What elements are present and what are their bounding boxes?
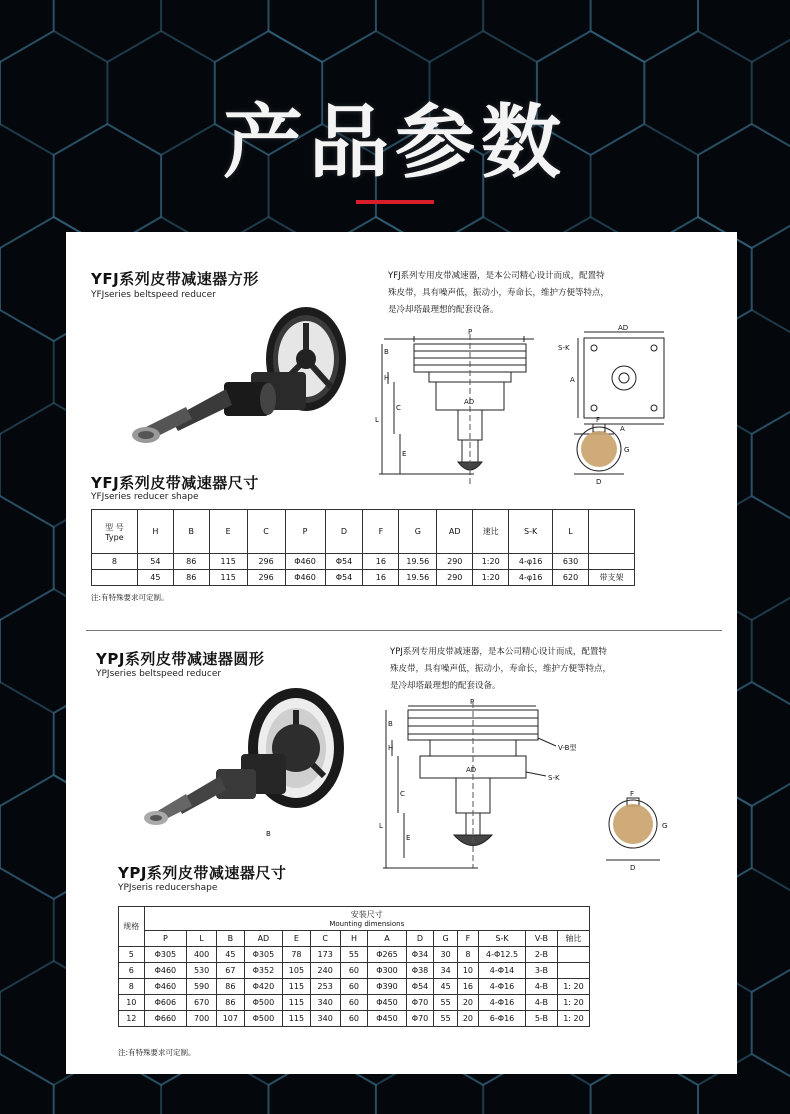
square-spec-table xyxy=(91,509,635,586)
table-header-cell: G xyxy=(399,510,437,554)
round-table-subtitle: YPJseris reducershape xyxy=(118,883,218,893)
square-subtitle: YFJseries beltspeed reducer xyxy=(91,290,216,300)
table-header-cell: V-B xyxy=(525,931,557,947)
round-description-line: YPJ系列专用皮带减速器，是本公司精心设计而成，配置特 xyxy=(390,647,607,657)
drawing-label: L xyxy=(375,416,379,424)
round-technical-drawing xyxy=(378,698,708,878)
drawing-label: S-K xyxy=(548,774,560,782)
table-row: 8 54 86 115 296 Φ460 Φ54 16 19.56 290 1:20 4-φ16 630 xyxy=(92,554,635,570)
square-description-line: YFJ系列专用皮带减速器，是本公司精心设计而成，配置特 xyxy=(388,271,605,281)
square-description-line: 殊皮带，具有噪声低，振动小，寿命长，维护方便等特点， xyxy=(388,288,610,298)
table-header-cell: S-K xyxy=(479,931,526,947)
round-note: 注:有特殊要求可定制。 xyxy=(118,1048,196,1057)
round-description-line: 殊皮带，具有噪声低，振动小，寿命长，维护方便等特点， xyxy=(390,664,612,674)
drawing-label: A xyxy=(570,376,575,384)
drawing-label: H xyxy=(384,374,390,382)
round-reducer-photo xyxy=(116,684,366,844)
table-row: 12 Φ660 700 107 Φ500 115 340 60 Φ450 Φ70 55 20 6-Φ16 5-B 1: 20 xyxy=(119,1011,590,1027)
table-header-cell: E xyxy=(283,931,311,947)
drawing-label: C xyxy=(400,790,405,798)
table-header-cell: P xyxy=(144,931,187,947)
page-title: 产品参数 xyxy=(223,96,567,189)
table-header-cell: P xyxy=(285,510,325,554)
round-description-line: 是冷却塔最理想的配套设备。 xyxy=(390,681,501,691)
table-header-cell: AD xyxy=(437,510,473,554)
table-header-cell: 速比 xyxy=(473,510,509,554)
table-header-cell: B xyxy=(217,931,245,947)
square-description xyxy=(388,268,638,319)
table-header-cell: B xyxy=(173,510,209,554)
table-header-cell: 轴比 xyxy=(557,931,589,947)
table-header-cell: AD xyxy=(244,931,282,947)
photo-label: B xyxy=(266,830,271,838)
table-header-cell: D xyxy=(325,510,363,554)
spec-sheet xyxy=(66,232,737,1074)
table-group-header: 安装尺寸 Mounting dimensions xyxy=(144,907,589,931)
table-header-cell: G xyxy=(434,931,457,947)
drawing-label: G xyxy=(662,822,668,830)
table-header-cell: A xyxy=(368,931,406,947)
table-header-cell: S-K xyxy=(509,510,553,554)
drawing-label: F xyxy=(630,790,635,798)
table-row: 8 Φ460 590 86 Φ420 115 253 60 Φ390 Φ54 45 16 4-Φ16 4-B 1: 20 xyxy=(119,979,590,995)
table-row: 10 Φ606 670 86 Φ500 115 340 60 Φ450 Φ70 55 20 4-Φ16 4-B 1: 20 xyxy=(119,995,590,1011)
drawing-label: AD xyxy=(466,766,477,774)
round-table-title: YPJ系列皮带减速器尺寸 xyxy=(118,864,287,882)
square-reducer-photo xyxy=(116,307,366,457)
drawing-label: F xyxy=(596,416,601,424)
square-table-subtitle: YFJseries reducer shape xyxy=(91,492,199,502)
drawing-label: AD xyxy=(464,398,475,406)
square-title: YFJ系列皮带减速器方形 xyxy=(91,270,259,288)
drawing-label: S-K xyxy=(558,344,570,352)
drawing-label: G xyxy=(624,446,630,454)
table-header-cell: L xyxy=(187,931,217,947)
drawing-label: B xyxy=(388,720,393,728)
square-technical-drawing xyxy=(374,324,704,494)
table-row: 45 86 115 296 Φ460 Φ54 16 19.56 290 1:20 4-φ16 620 带支架 xyxy=(92,570,635,586)
drawing-label: P xyxy=(470,698,475,706)
table-header-cell: H xyxy=(340,931,368,947)
table-row: 6 Φ460 530 67 Φ352 105 240 60 Φ300 Φ38 34 10 4-Φ14 3-B xyxy=(119,963,590,979)
square-table-title: YFJ系列皮带减速器尺寸 xyxy=(91,474,259,492)
drawing-label: E xyxy=(406,834,411,842)
drawing-label: L xyxy=(379,822,383,830)
square-description-line: 是冷却塔最理想的配套设备。 xyxy=(388,305,499,315)
table-corner-cell: 规格 xyxy=(119,907,145,947)
table-row: 5 Φ305 400 45 Φ305 78 173 55 Φ265 Φ34 30 8 4-Φ12.5 2-B xyxy=(119,947,590,963)
drawing-label: H xyxy=(388,744,394,752)
drawing-label: A xyxy=(620,425,625,433)
table-header-cell: C xyxy=(247,510,285,554)
table-header-cell: F xyxy=(457,931,478,947)
drawing-label: AD xyxy=(618,324,629,332)
table-header-cell: 型 号 Type xyxy=(92,510,138,554)
table-header-cell: L xyxy=(553,510,589,554)
title-underline xyxy=(356,200,434,204)
table-header-cell xyxy=(589,510,635,554)
drawing-label: P xyxy=(468,328,473,336)
round-spec-table xyxy=(118,906,590,1027)
round-subtitle: YPJseries beltspeed reducer xyxy=(96,669,222,679)
round-title: YPJ系列皮带减速器圆形 xyxy=(96,650,265,668)
table-header-cell: F xyxy=(363,510,399,554)
drawing-label: E xyxy=(402,450,407,458)
square-note: 注:有特殊要求可定制。 xyxy=(91,593,169,602)
drawing-label: V-B型 xyxy=(558,744,577,752)
drawing-label: B xyxy=(384,348,389,356)
round-description xyxy=(390,644,640,695)
drawing-label: C xyxy=(396,404,401,412)
drawing-label: D xyxy=(630,864,636,872)
drawing-label: D xyxy=(596,478,602,486)
section-divider xyxy=(86,630,722,631)
table-header-cell: C xyxy=(310,931,340,947)
table-header-cell: H xyxy=(137,510,173,554)
table-header-cell: D xyxy=(406,931,434,947)
table-header-cell: E xyxy=(209,510,247,554)
